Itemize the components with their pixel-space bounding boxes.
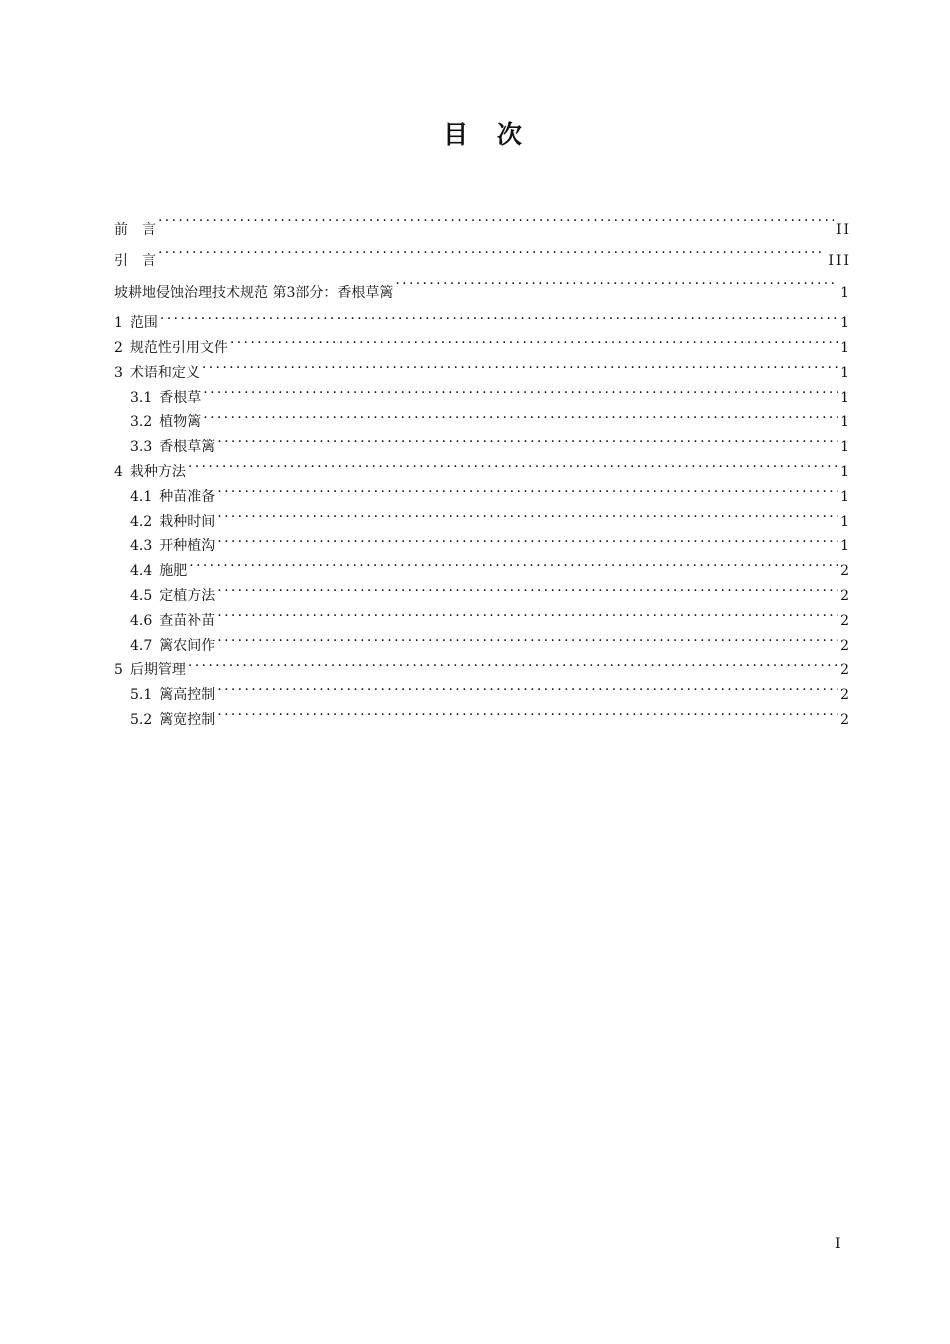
toc-entry-section-4-7[interactable]	[114, 625, 851, 654]
toc-leader-dots	[230, 327, 838, 352]
toc-page-ref: 1	[840, 315, 851, 332]
toc-entry-label: 范围	[129, 315, 158, 332]
toc-leader-dots	[217, 575, 838, 600]
toc-page-ref: 1	[840, 340, 851, 357]
toc-entry-number: 5.2	[130, 712, 153, 729]
toc-leader-dots	[202, 352, 838, 377]
toc-entry-label: 栽种方法	[129, 464, 186, 481]
toc-leader-dots	[188, 650, 838, 675]
toc-entry-section-4-1[interactable]	[114, 476, 851, 505]
toc-entry-label: 植物篱	[159, 414, 202, 431]
toc-leader-dots	[158, 234, 826, 266]
toc-page-ref: II	[835, 221, 851, 238]
toc-entry-label: 香根草	[159, 389, 202, 406]
toc-page-ref: 2	[840, 588, 851, 605]
toc-entry-section-5-1[interactable]	[114, 674, 851, 704]
toc-entry-label: 施肥	[159, 563, 188, 580]
toc-entry-document-title[interactable]	[114, 265, 851, 301]
toc-leader-dots	[158, 202, 834, 234]
toc-page-ref: 1	[840, 414, 851, 431]
toc-entry-label: 后期管理	[129, 662, 186, 679]
toc-entry-label: 术语和定义	[129, 364, 200, 381]
toc-entry-label: 种苗准备	[159, 488, 216, 505]
toc-entry-number: 4.3	[130, 538, 153, 555]
toc-page-ref: 2	[840, 563, 851, 580]
toc-entry-label: 开种植沟	[159, 538, 216, 555]
toc-leader-dots	[217, 600, 838, 625]
toc-leader-dots	[217, 501, 838, 526]
toc-page-ref: III	[828, 253, 851, 269]
toc-entry-section-4-2[interactable]	[114, 501, 851, 530]
toc-page-ref: 1	[840, 538, 851, 555]
toc-entry-label: 查苗补苗	[159, 612, 216, 629]
toc-leader-dots	[217, 625, 838, 650]
toc-page-ref: 1	[840, 488, 851, 505]
toc-entry-number: 4	[114, 464, 123, 481]
toc-page-ref: 1	[840, 439, 851, 456]
toc-leader-dots	[203, 377, 838, 402]
toc-entry-number: 4.5	[130, 588, 153, 605]
toc-page-ref: 1	[840, 364, 851, 381]
page-title: 目 次	[443, 120, 532, 149]
toc-leader-dots	[217, 674, 838, 699]
toc-entry-section-3-2[interactable]	[114, 402, 851, 431]
toc-entry-number: 3.2	[130, 414, 153, 431]
toc-entry-label: 定植方法	[159, 588, 216, 605]
toc-page-ref: 1	[840, 513, 851, 530]
toc-leader-dots	[217, 426, 838, 451]
toc-leader-dots	[203, 402, 838, 427]
toc-leader-dots	[395, 265, 838, 297]
toc-leader-dots	[189, 550, 838, 575]
toc-entry-number: 5	[114, 662, 123, 679]
toc-entry-label: 香根草篱	[159, 439, 216, 456]
toc-page-ref: 2	[840, 662, 851, 679]
toc-entry-introduction[interactable]	[114, 234, 851, 269]
table-of-contents	[114, 202, 851, 729]
toc-entry-section-5-2[interactable]	[114, 699, 851, 729]
toc-page-ref: 2	[840, 637, 851, 654]
toc-page-ref: 1	[840, 284, 851, 301]
toc-entry-number: 2	[114, 340, 123, 357]
toc-entry-foreword[interactable]	[114, 202, 851, 238]
toc-entry-section-4[interactable]	[114, 451, 851, 481]
toc-entry-label: 引 言	[114, 253, 156, 269]
toc-leader-dots	[160, 303, 838, 328]
toc-entry-number: 4.1	[130, 488, 153, 505]
toc-entry-label: 前 言	[114, 221, 156, 238]
toc-entry-section-4-5[interactable]	[114, 575, 851, 605]
toc-entry-label: 篱高控制	[159, 687, 216, 704]
footer-page-number: I	[835, 1236, 841, 1252]
toc-entry-label: 篱宽控制	[159, 712, 216, 729]
toc-entry-section-4-6[interactable]	[114, 600, 851, 629]
toc-entry-section-3-1[interactable]	[114, 377, 851, 406]
toc-page-ref: 2	[840, 612, 851, 629]
toc-entry-label: 篱农间作	[159, 637, 216, 654]
toc-leader-dots	[188, 451, 838, 476]
toc-entry-section-2[interactable]	[114, 327, 851, 357]
toc-entry-section-1[interactable]	[114, 303, 851, 332]
toc-entry-section-4-4[interactable]	[114, 550, 851, 580]
toc-entry-number: 4.4	[130, 563, 153, 580]
toc-page-ref: 2	[840, 712, 851, 729]
toc-entry-section-3[interactable]	[114, 352, 851, 381]
toc-entry-section-5[interactable]	[114, 650, 851, 679]
toc-entry-label: 规范性引用文件	[129, 340, 228, 357]
toc-page-ref: 1	[840, 389, 851, 406]
toc-page-ref: 2	[840, 687, 851, 704]
toc-entry-number: 3	[114, 364, 123, 381]
toc-entry-section-3-3[interactable]	[114, 426, 851, 456]
toc-entry-label: 坡耕地侵蚀治理技术规范 第3部分：香根草篱	[114, 284, 394, 301]
toc-leader-dots	[217, 476, 838, 501]
toc-entry-number: 5.1	[130, 687, 153, 704]
toc-entry-number: 3.1	[130, 389, 153, 406]
toc-page-ref: 1	[840, 464, 851, 481]
toc-entry-number: 4.6	[130, 612, 153, 629]
toc-entry-number: 4.7	[130, 637, 153, 654]
toc-entry-number: 4.2	[130, 513, 153, 530]
toc-entry-number: 3.3	[130, 439, 153, 456]
toc-entry-number: 1	[114, 315, 123, 332]
toc-leader-dots	[217, 526, 838, 551]
toc-entry-section-4-3[interactable]	[114, 526, 851, 555]
toc-entry-label: 栽种时间	[159, 513, 216, 530]
toc-leader-dots	[217, 699, 838, 724]
